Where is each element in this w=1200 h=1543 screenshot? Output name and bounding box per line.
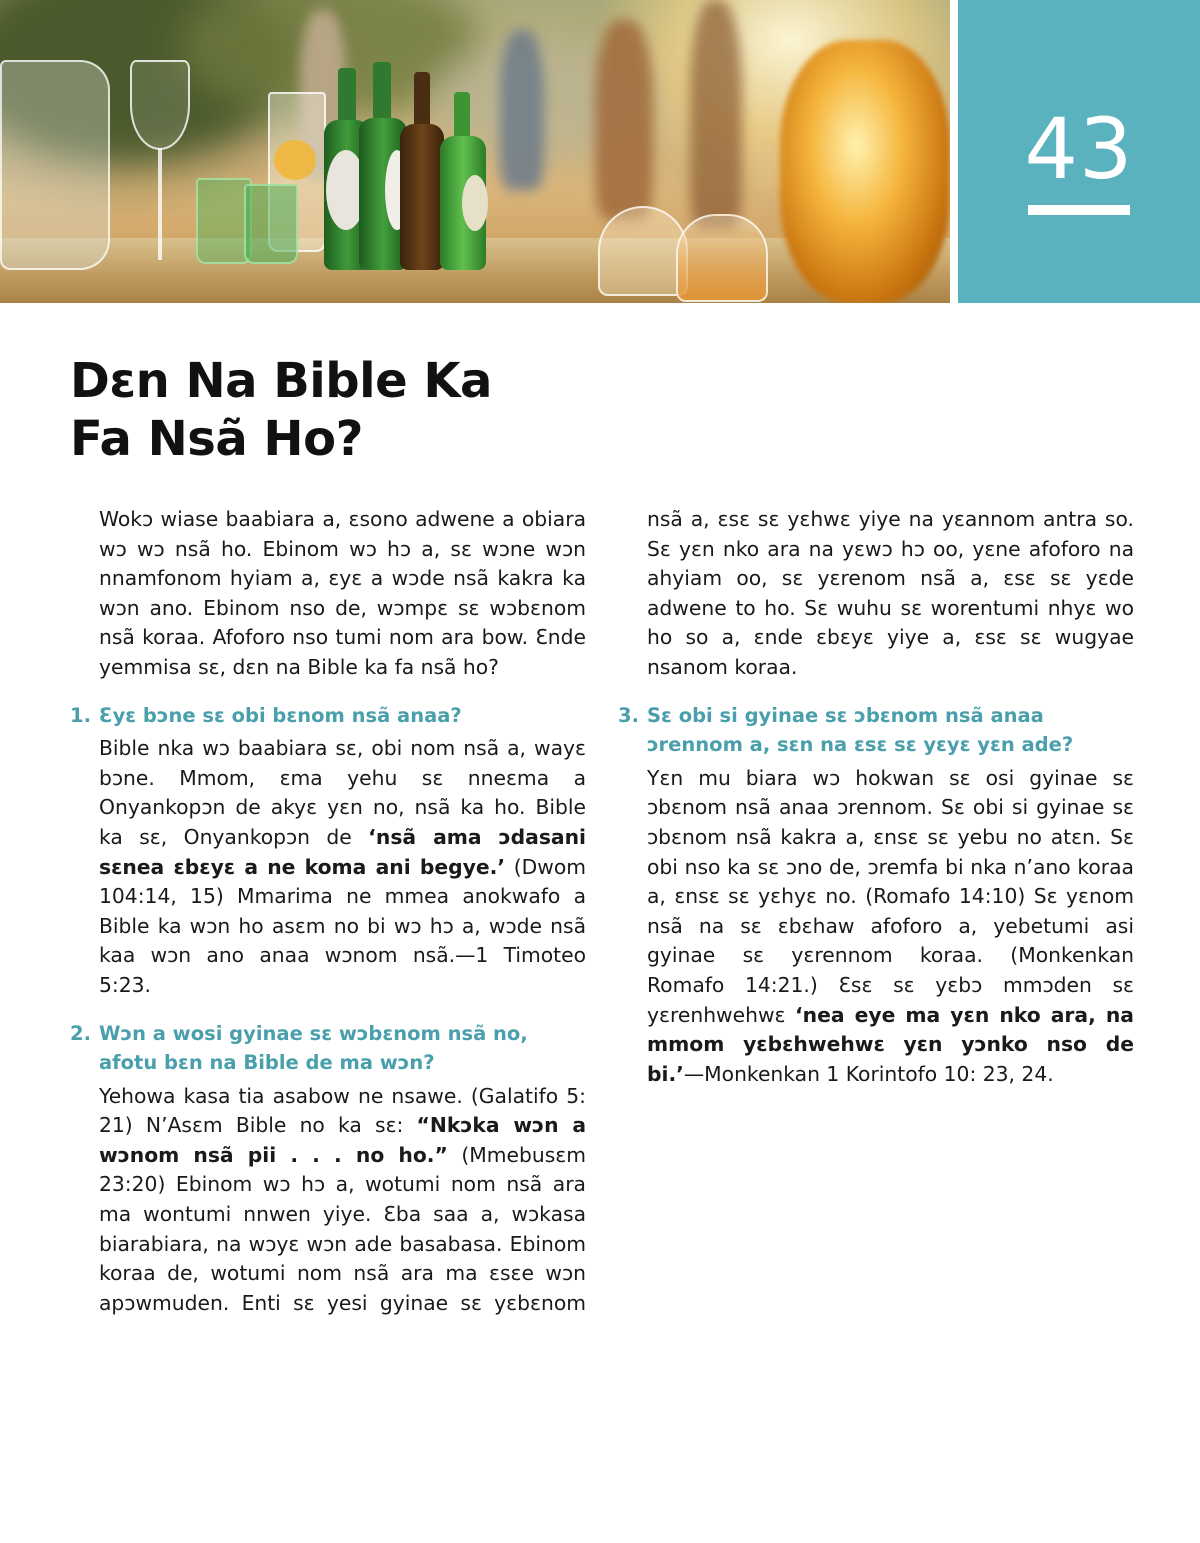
- answer-2-text-b: (Mmebusɛm 23:20) Ebinom wɔ hɔ a, wotumi nom nsã ara ma wontumi nnwen yiye. Ɛba saa a, wɔkasa biarabiara, na wɔyɛ wɔn ade basabasa. Ebinom koraa de, wotumi nom nsã ara ma ɛsɛe wɔn apɔwmuden. Enti sɛ yesi gyinae sɛ yɛbɛnom: [99, 1142, 587, 1315]
- answer-1-quote: ‘nsã ama ɔdasani sɛnea ɛbɛyɛ a ne koma ani begye.’: [99, 824, 586, 879]
- answer-3: [618, 764, 1134, 1090]
- answer-2-continued: nsã a, ɛsɛ sɛ yɛhwɛ yiye na yɛannom antra so. Sɛ yɛn nko ara na yɛwɔ hɔ oo, yɛne afoforo na ahyiam oo, sɛ yɛrenom nsã a, ɛsɛ sɛ yɛde adwene to ho. Sɛ wuhu sɛ worentumi nhyɛ wo ho so a, ɛnde ɛbɛyɛ yiye a, ɛsɛ sɛ wugyae nsanom koraa.: [647, 507, 1134, 679]
- answer-3-text-b: —Monkenkan 1 Korintofo 10: 23, 24.: [683, 1061, 1054, 1086]
- page-title: [70, 352, 670, 468]
- left-column: [70, 505, 586, 1318]
- right-column: [618, 505, 1134, 1089]
- answer-3-text-a: Yɛn mu biara wɔ hokwan sɛ osi gyinae sɛ ɔbɛnom nsã anaa ɔrennom. Sɛ obi si gyinae sɛ ɔbɛnom nsã kakra a, ɛnsɛ sɛ yebu no atɛn. Sɛ obi nso ka sɛ ɔno de, ɔremfa bi nka n’ano koraa a, ɛnsɛ sɛ yɛhyɛ no. (Romafo 14:10) Sɛ yɛnom nsã na sɛ ɛbɛhaw afoforo a, yebetumi asi gyinae sɛ yɛrennom koraa. (Monkenkan Romafo 14:21.) Ɛsɛ sɛ yɛbɔ mmɔden sɛ yɛrenhwehwɛ: [647, 765, 1134, 1027]
- chapter-number: 43: [1024, 100, 1134, 198]
- answer-1-text-b: (Dwom 104:14, 15) Mmarima ne mmea anokwafo a Bible ka wɔn ho asɛm no bi wɔ hɔ a, wɔde nsã kaa wɔn ano anaa wɔnom nsã.—1 Timoteo 5:23.: [99, 854, 586, 997]
- question-1: [70, 701, 586, 731]
- question-1-text: Ɛyɛ bɔne sɛ obi bɛnom nsã anaa?: [99, 703, 462, 727]
- question-2-number: 2.: [70, 1021, 91, 1045]
- question-3-number: 3.: [618, 703, 639, 727]
- intro-paragraph: Wokɔ wiase baabiara a, ɛsono adwene a obiara wɔ wɔ nsã ho. Ebinom wɔ hɔ a, sɛ wɔne wɔn nnamfonom hyiam a, ɛyɛ a wɔde nsã kakra ka wɔn ano. Ebinom nso de, wɔmpɛ sɛ wɔbɛnom nsã koraa. Afoforo nso tumi nom ara bow. Ɛnde yemmisa sɛ, dɛn na Bible ka fa nsã ho?: [99, 507, 586, 679]
- answer-1: [70, 734, 586, 1000]
- answer-2-quote: “Nkɔka wɔn a wɔnom nsã pii . . . no ho.”: [99, 1113, 586, 1167]
- chapter-underline: [1028, 205, 1130, 215]
- hero-photo: [0, 0, 950, 303]
- chapter-badge: [958, 0, 1200, 303]
- question-2-text: Wɔn a wosi gyinae sɛ wɔbɛnom nsã no, afotu bɛn na Bible de ma wɔn?: [99, 1021, 528, 1075]
- answer-2-text-a: Yehowa kasa tia asabow ne nsawe. (Galatifo 5: 21) N’Asɛm Bible no ka sɛ:: [99, 1083, 586, 1138]
- answer-1-text-a: Bible nka wɔ baabiara sɛ, obi nom nsã a, wayɛ bɔne. Mmom, ɛma yehu sɛ nneɛma a Onyankopɔn de akyɛ yɛn no, nsã ka ho. Bible ka sɛ, Onyankopɔn de: [99, 736, 586, 849]
- title-line-1: Dɛn Na Bible Ka: [70, 353, 492, 409]
- answer-2: [70, 1082, 586, 1319]
- question-3-text: Sɛ obi si gyinae sɛ ɔbɛnom nsã anaa ɔrennom a, sɛn na ɛsɛ sɛ yɛyɛ yɛn ade?: [647, 703, 1074, 757]
- question-1-number: 1.: [70, 703, 91, 727]
- answer-3-quote: ‘nea eye ma yɛn nko ara, na mmom yɛbɛhwehwɛ yɛn yɔnko nso de bi.’: [647, 1002, 1134, 1086]
- title-line-2: Fa Nsã Ho?: [70, 411, 363, 467]
- question-2: [70, 1019, 586, 1078]
- question-3: [618, 701, 1134, 760]
